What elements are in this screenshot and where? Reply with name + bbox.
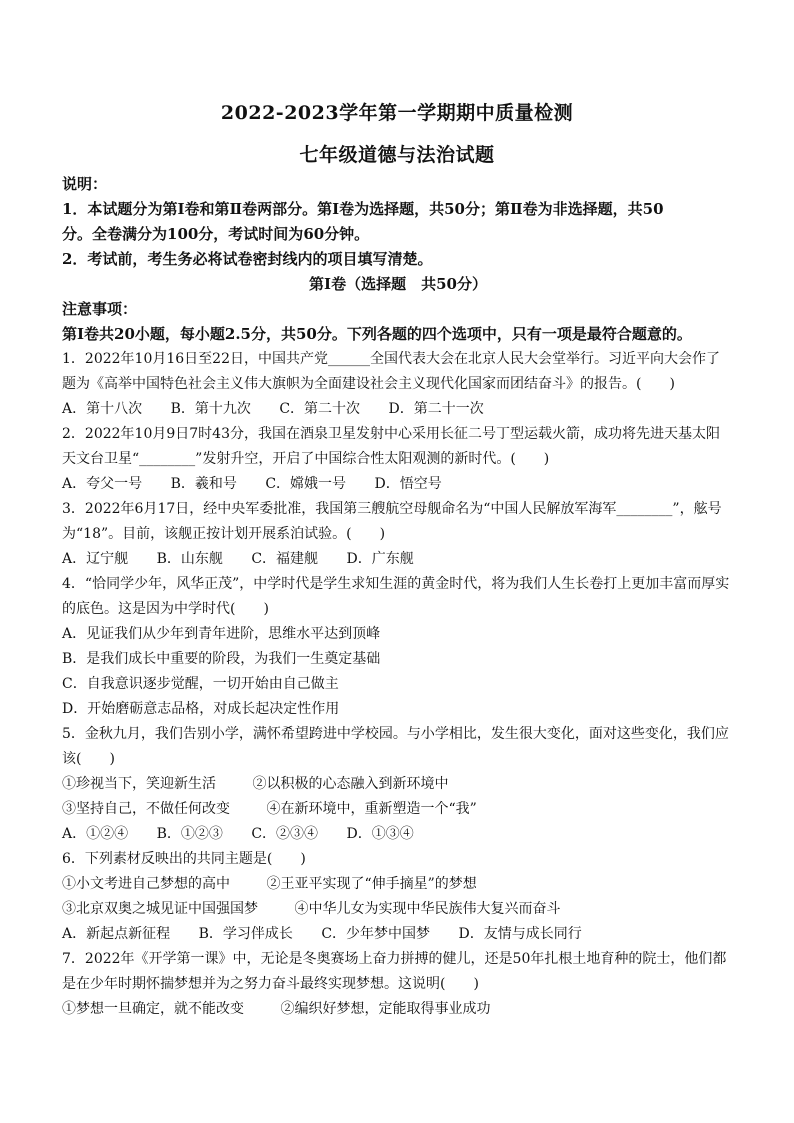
question-2-options (62, 472, 734, 497)
question-1-line-2: 题为《高举中国特色社会主义伟大旗帜为全面建设社会主义现代化国家而团结奋斗》的报告。( ) (62, 376, 675, 392)
question-4-line-1: 4．“恰同学少年，风华正茂”，中学时代是学生求知生涯的黄金时代，将为我们人生长卷打上更加丰富而厚实 (62, 576, 730, 592)
statement-4: ④中华儿女为实现中华民族伟大复兴而奋斗 (294, 901, 561, 917)
option-c: C．第二十次 (279, 401, 361, 417)
exam-content (62, 172, 734, 1022)
question-6-statements-1 (62, 872, 734, 897)
option-d: D．友情与成长同行 (458, 926, 582, 942)
option-a: A．夸父一号 (62, 476, 143, 492)
question-4-option-d: D．开始磨砺意志品格，对成长起决定性作用 (62, 701, 340, 717)
notes-text: 第Ⅰ卷共20小题，每小题2.5分，共50分。下列各题的四个选项中，只有一项是最符合题意的。 (62, 325, 692, 343)
option-b: B．第十九次 (170, 401, 251, 417)
question-1-line-1: 1．2022年10月16日至22日，中国共产党______全国代表大会在北京人民大会堂举行。习近平向大会作了 (62, 351, 720, 367)
option-d: D．悟空号 (374, 476, 442, 492)
instructions-label: 说明： (62, 175, 108, 193)
question-6-statements-2 (62, 897, 734, 922)
instruction-2: 2．考试前，考生务必将试卷密封线内的项目填写清楚。 (62, 250, 433, 268)
option-d: D．第二十一次 (388, 401, 484, 417)
option-b: B．学习伴成长 (198, 926, 293, 942)
question-7-line-2: 是在少年时期怀揣梦想并为之努力奋斗最终实现梦想。这说明( ) (62, 976, 479, 992)
option-a: A．①②④ (62, 826, 129, 842)
exam-title: 2022-2023学年第一学期期中质量检测 (220, 102, 574, 124)
question-5-options (62, 822, 734, 847)
statement-3: ③北京双奥之城见证中国强国梦 (62, 901, 258, 917)
question-5-line-2: 该( ) (62, 751, 115, 767)
question-5-statements-1 (62, 772, 734, 797)
question-4-option-b: B．是我们成长中重要的阶段，为我们一生奠定基础 (62, 651, 381, 667)
question-2-line-2: 天文台卫星“________”发射升空，开启了中国综合性太阳观测的新时代。( ) (62, 451, 550, 467)
statement-2: ②编织好梦想，定能取得事业成功 (280, 1001, 491, 1017)
question-2-line-1: 2．2022年10月9日7时43分，我国在酒泉卫星发射中心采用长征二号丁型运载火箭，成功将先进天基太阳 (62, 426, 720, 442)
option-b: B．山东舰 (156, 551, 223, 567)
statement-1: ①小文考进自己梦想的高中 (62, 876, 230, 892)
question-3-line-1: 3．2022年6月17日，经中央军委批准，我国第三艘航空母舰命名为“中国人民解放军海军________”，舷号 (62, 501, 722, 517)
option-c: C．福建舰 (251, 551, 319, 567)
question-4-option-a: A．见证我们从少年到青年进阶，思维水平达到顶峰 (62, 626, 381, 642)
question-6-options (62, 922, 734, 947)
question-4-line-2: 的底色。这是因为中学时代( ) (62, 601, 269, 617)
statement-3: ③坚持自己，不做任何改变 (62, 801, 230, 817)
statement-4: ④在新环境中，重新塑造一个“我” (266, 801, 477, 817)
question-3-options (62, 547, 734, 572)
option-d: D．①③④ (346, 826, 414, 842)
question-3-line-2: 为“18”。目前，该舰正按计划开展系泊试验。( ) (62, 526, 386, 542)
question-1-options (62, 397, 734, 422)
question-6-line-1: 6．下列素材反映出的共同主题是( ) (62, 851, 306, 867)
statement-2: ②王亚平实现了“伸手摘星”的梦想 (266, 876, 477, 892)
question-4-option-c: C．自我意识逐步觉醒，一切开始由自己做主 (62, 676, 339, 692)
option-c: C．②③④ (251, 826, 319, 842)
option-b: B．羲和号 (170, 476, 237, 492)
instruction-1a: 1．本试题分为第Ⅰ卷和第Ⅱ卷两部分。第Ⅰ卷为选择题，共50分；第Ⅱ卷为非选择题，共50 (62, 200, 664, 218)
option-a: A．辽宁舰 (62, 551, 129, 567)
option-a: A．第十八次 (62, 401, 143, 417)
option-a: A．新起点新征程 (62, 926, 171, 942)
section-heading: 第Ⅰ卷（选择题 共50分） (309, 275, 487, 293)
option-b: B．①②③ (156, 826, 223, 842)
statement-1: ①梦想一旦确定，就不能改变 (62, 1001, 244, 1017)
notes-label: 注意事项： (62, 300, 138, 318)
exam-subtitle: 七年级道德与法治试题 (299, 144, 495, 166)
option-c: C．嫦娥一号 (265, 476, 347, 492)
question-5-statements-2 (62, 797, 734, 822)
option-d: D．广东舰 (346, 551, 414, 567)
option-c: C．少年梦中国梦 (321, 926, 431, 942)
question-7-statements-1 (62, 997, 734, 1022)
statement-1: ①珍视当下，笑迎新生活 (62, 776, 216, 792)
statement-2: ②以积极的心态融入到新环境中 (252, 776, 449, 792)
question-5-line-1: 5．金秋九月，我们告别小学，满怀希望跨进中学校园。与小学相比，发生很大变化，面对这些变化，我们应 (62, 726, 729, 742)
question-7-line-1: 7．2022年《开学第一课》中，无论是冬奥赛场上奋力拼搏的健儿，还是50年扎根土地育种的院士，他们都 (62, 951, 727, 967)
instruction-1b: 分。全卷满分为100分，考试时间为60分钟。 (62, 225, 370, 243)
